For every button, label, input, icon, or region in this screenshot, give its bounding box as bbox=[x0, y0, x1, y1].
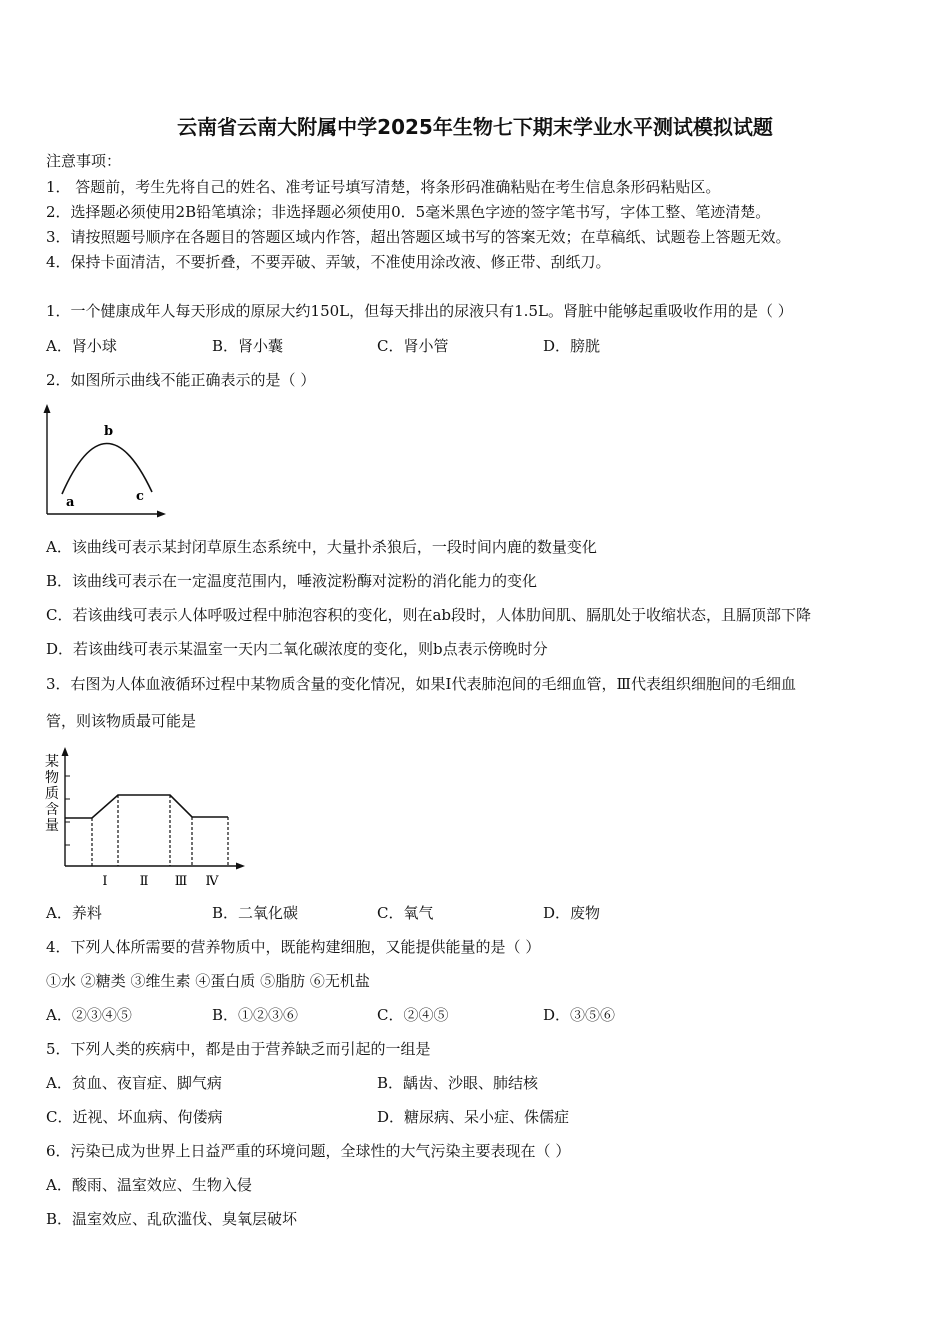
q4-option-d: D．③⑤⑥ bbox=[543, 1006, 616, 1024]
notice-item-2: 2．选择题必须使用2B铅笔填涂；非选择题必须使用0．5毫米黑色字迹的签字笔书写，字体工整、笔迹清楚。 bbox=[46, 203, 771, 221]
q3-substance-figure bbox=[40, 744, 255, 890]
notice-item-4: 4．保持卡面清洁，不要折叠，不要弄破、弄皱，不准使用涂改液、修正带、刮纸刀。 bbox=[46, 253, 611, 271]
q3-xtick-3: Ⅲ bbox=[174, 874, 188, 889]
exam-title: 云南省云南大附属中学2025年生物七下期末学业水平测试模拟试题 bbox=[177, 115, 773, 139]
q4-stem: 4．下列人体所需要的营养物质中，既能构建细胞，又能提供能量的是（ ） bbox=[46, 938, 541, 956]
q3-stem-line1: 3．右图为人体血液循环过程中某物质含量的变化情况，如果Ⅰ代表肺泡间的毛细血管，Ⅲ代表组织细胞间的毛细血 bbox=[46, 675, 796, 693]
q4-option-a: A．②③④⑤ bbox=[46, 1006, 132, 1024]
q3-xtick-1: Ⅰ bbox=[102, 874, 108, 889]
q1-stem: 1．一个健康成年人每天形成的原尿大约150L，但每天排出的尿液只有1.5L。肾脏中能够起重吸收作用的是（ ） bbox=[46, 302, 793, 320]
q3-ylabel-2: 物 bbox=[45, 770, 59, 786]
q4-option-c: C．②④⑤ bbox=[377, 1006, 449, 1024]
q3-ylabel-1: 某 bbox=[45, 754, 59, 770]
q3-content-line bbox=[65, 795, 228, 818]
q3-option-c: C．氧气 bbox=[377, 904, 434, 922]
q6-option-a: A．酸雨、温室效应、生物入侵 bbox=[46, 1176, 252, 1194]
q2-option-b: B．该曲线可表示在一定温度范围内，唾液淀粉酶对淀粉的消化能力的变化 bbox=[46, 572, 538, 590]
q4-option-b: B．①②③⑥ bbox=[212, 1006, 299, 1024]
q2-label-c: c bbox=[136, 489, 144, 504]
notice-item-1: 1． 答题前，考生先将自己的姓名、准考证号填写清楚，将条形码准确粘贴在考生信息条形码粘贴区。 bbox=[46, 178, 721, 196]
q2-y-arrow bbox=[44, 404, 51, 413]
q1-option-b: B．肾小囊 bbox=[212, 337, 284, 355]
q3-option-b: B．二氧化碳 bbox=[212, 904, 299, 922]
q5-option-b: B．龋齿、沙眼、肺结核 bbox=[377, 1074, 539, 1092]
q3-x-arrow bbox=[236, 863, 245, 870]
q5-option-c: C．近视、坏血病、佝偻病 bbox=[46, 1108, 223, 1126]
q5-option-a: A．贫血、夜盲症、脚气病 bbox=[46, 1074, 222, 1092]
q3-option-a: A．养料 bbox=[46, 904, 102, 922]
q6-option-b: B．温室效应、乱砍滥伐、臭氧层破坏 bbox=[46, 1210, 298, 1228]
q5-option-d: D．糖尿病、呆小症、侏儒症 bbox=[377, 1108, 570, 1126]
q2-x-arrow bbox=[157, 511, 166, 518]
q3-ylabel-4: 含 bbox=[45, 802, 59, 818]
q3-y-arrow bbox=[62, 747, 69, 756]
q2-curve-figure bbox=[40, 402, 170, 518]
q1-option-c: C．肾小管 bbox=[377, 337, 449, 355]
q2-option-a: A．该曲线可表示某封闭草原生态系统中，大量扑杀狼后，一段时间内鹿的数量变化 bbox=[46, 538, 597, 556]
q3-xtick-2: Ⅱ bbox=[139, 874, 149, 889]
notice-heading: 注意事项： bbox=[46, 152, 122, 170]
q3-ylabel-5: 量 bbox=[45, 818, 59, 834]
q2-option-c: C．若该曲线可表示人体呼吸过程中肺泡容积的变化，则在ab段时，人体肋间肌、膈肌处于收缩状态，且膈顶部下降 bbox=[46, 606, 812, 624]
notice-item-3: 3．请按照题号顺序在各题目的答题区域内作答，超出答题区域书写的答案无效；在草稿纸、试题卷上答题无效。 bbox=[46, 228, 791, 246]
q3-option-d: D．废物 bbox=[543, 904, 601, 922]
q1-option-d: D．膀胱 bbox=[543, 337, 601, 355]
q3-stem-line2: 管，则该物质最可能是 bbox=[46, 712, 197, 730]
q4-items: ①水 ②糖类 ③维生素 ④蛋白质 ⑤脂肪 ⑥无机盐 bbox=[46, 972, 370, 990]
q1-option-a: A．肾小球 bbox=[46, 337, 117, 355]
q2-label-a: a bbox=[66, 495, 75, 510]
q5-stem: 5．下列人类的疾病中，都是由于营养缺乏而引起的一组是 bbox=[46, 1040, 431, 1058]
q6-stem: 6．污染已成为世界上日益严重的环境问题，全球性的大气污染主要表现在（ ） bbox=[46, 1142, 571, 1160]
q3-xtick-4: Ⅳ bbox=[205, 874, 219, 889]
q2-stem: 2．如图所示曲线不能正确表示的是（ ） bbox=[46, 371, 316, 389]
q2-curve bbox=[62, 443, 152, 494]
q3-ylabel-3: 质 bbox=[45, 786, 59, 802]
q2-label-b: b bbox=[104, 424, 114, 439]
q2-option-d: D．若该曲线可表示某温室一天内二氧化碳浓度的变化，则b点表示傍晚时分 bbox=[46, 640, 548, 658]
